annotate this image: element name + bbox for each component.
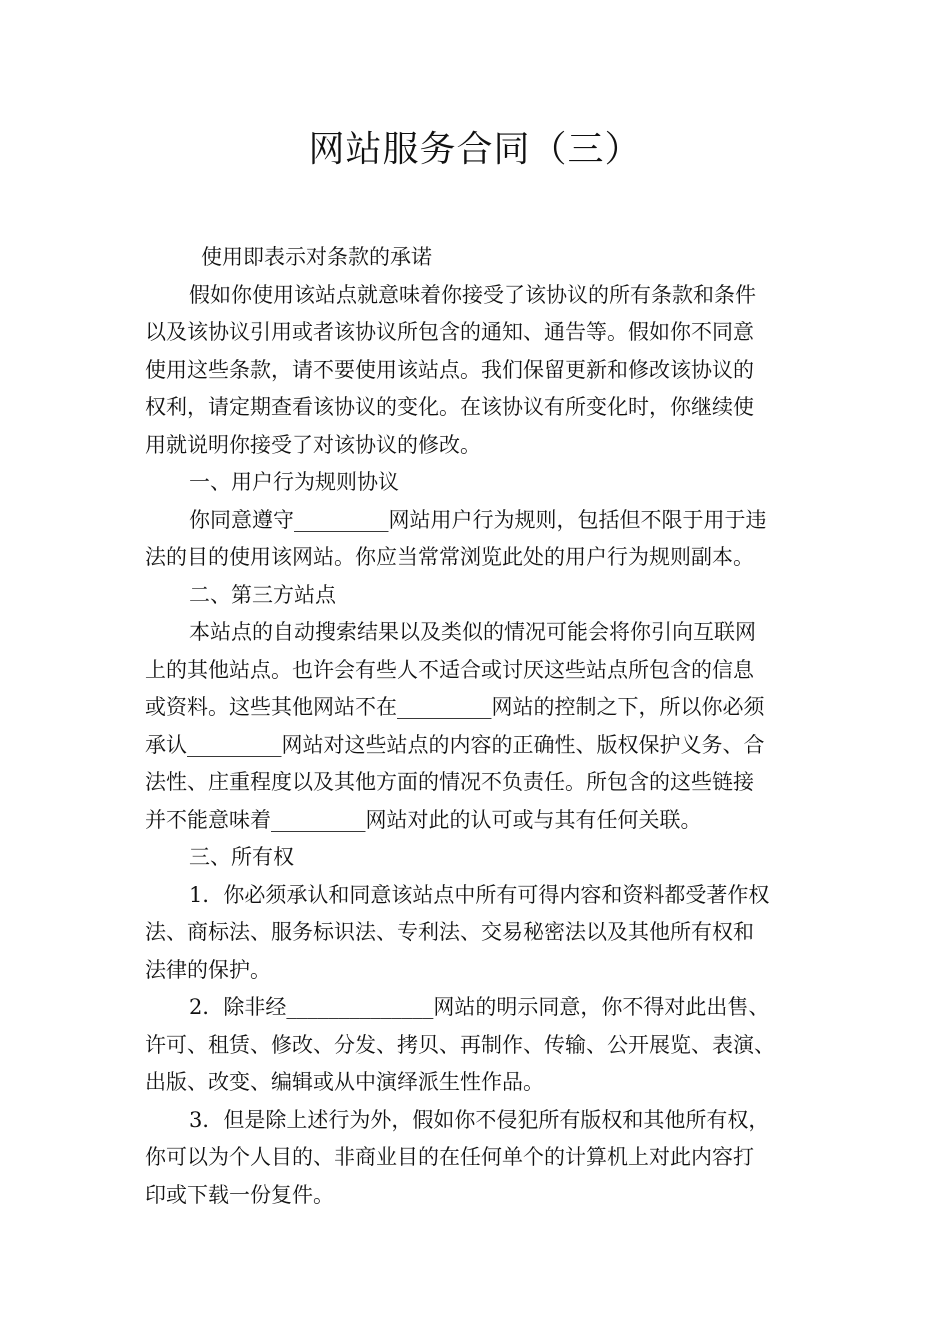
section-heading: 一、用户行为规则协议	[189, 470, 399, 494]
section-heading: 三、所有权	[189, 845, 294, 869]
text-line: 法性、庄重程度以及其他方面的情况不负责任。所包含的这些链接	[145, 770, 754, 794]
text-line: 并不能意味着_________网站对此的认可或与其有任何关联。	[145, 807, 702, 832]
text-line: 法的目的使用该网站。你应当常常浏览此处的用户行为规则副本。	[145, 545, 754, 569]
text-line: 1．你必须承认和同意该站点中所有可得内容和资料都受著作权	[189, 882, 770, 907]
text-line: 假如你使用该站点就意味着你接受了该协议的所有条款和条件	[189, 282, 756, 307]
text-line: 用就说明你接受了对该协议的修改。	[145, 432, 481, 457]
text-line: 法律的保护。	[145, 957, 271, 982]
text-line: 使用即表示对条款的承诺	[201, 245, 432, 269]
text-line: 3．但是除上述行为外，假如你不侵犯所有版权和其他所有权，	[189, 1107, 770, 1132]
text-line: 权利，请定期查看该协议的变化。在该协议有所变化时，你继续使	[145, 395, 754, 419]
text-line: 2．除非经______________网站的明示同意，你不得对此出售、	[189, 995, 770, 1019]
text-line: 上的其他站点。也许会有些人不适合或讨厌这些站点所包含的信息	[145, 657, 754, 682]
text-line: 印或下载一份复件。	[145, 1182, 334, 1207]
document-title: 网站服务合同（三）	[308, 129, 642, 170]
text-line: 使用这些条款，请不要使用该站点。我们保留更新和修改该协议的	[145, 357, 754, 382]
document-body	[145, 239, 825, 1214]
section-heading: 二、第三方站点	[189, 582, 336, 607]
text-line: 或资料。这些其他网站不在_________网站的控制之下，所以你必须	[145, 695, 765, 719]
text-line: 你同意遵守_________网站用户行为规则，包括但不限于用于违	[189, 507, 767, 532]
text-line: 本站点的自动搜索结果以及类似的情况可能会将你引向互联网	[189, 620, 756, 644]
text-line: 许可、租赁、修改、分发、拷贝、再制作、传输、公开展览、表演、	[145, 1032, 775, 1057]
text-line: 出版、改变、编辑或从中演绎派生性作品。	[145, 1070, 544, 1094]
text-line: 你可以为个人目的、非商业目的在任何单个的计算机上对此内容打	[145, 1145, 754, 1169]
text-line: 以及该协议引用或者该协议所包含的通知、通告等。假如你不同意	[145, 320, 754, 344]
text-line: 承认_________网站对这些站点的内容的正确性、版权保护义务、合	[145, 732, 765, 757]
text-line: 法、商标法、服务标识法、专利法、交易秘密法以及其他所有权和	[145, 920, 754, 944]
